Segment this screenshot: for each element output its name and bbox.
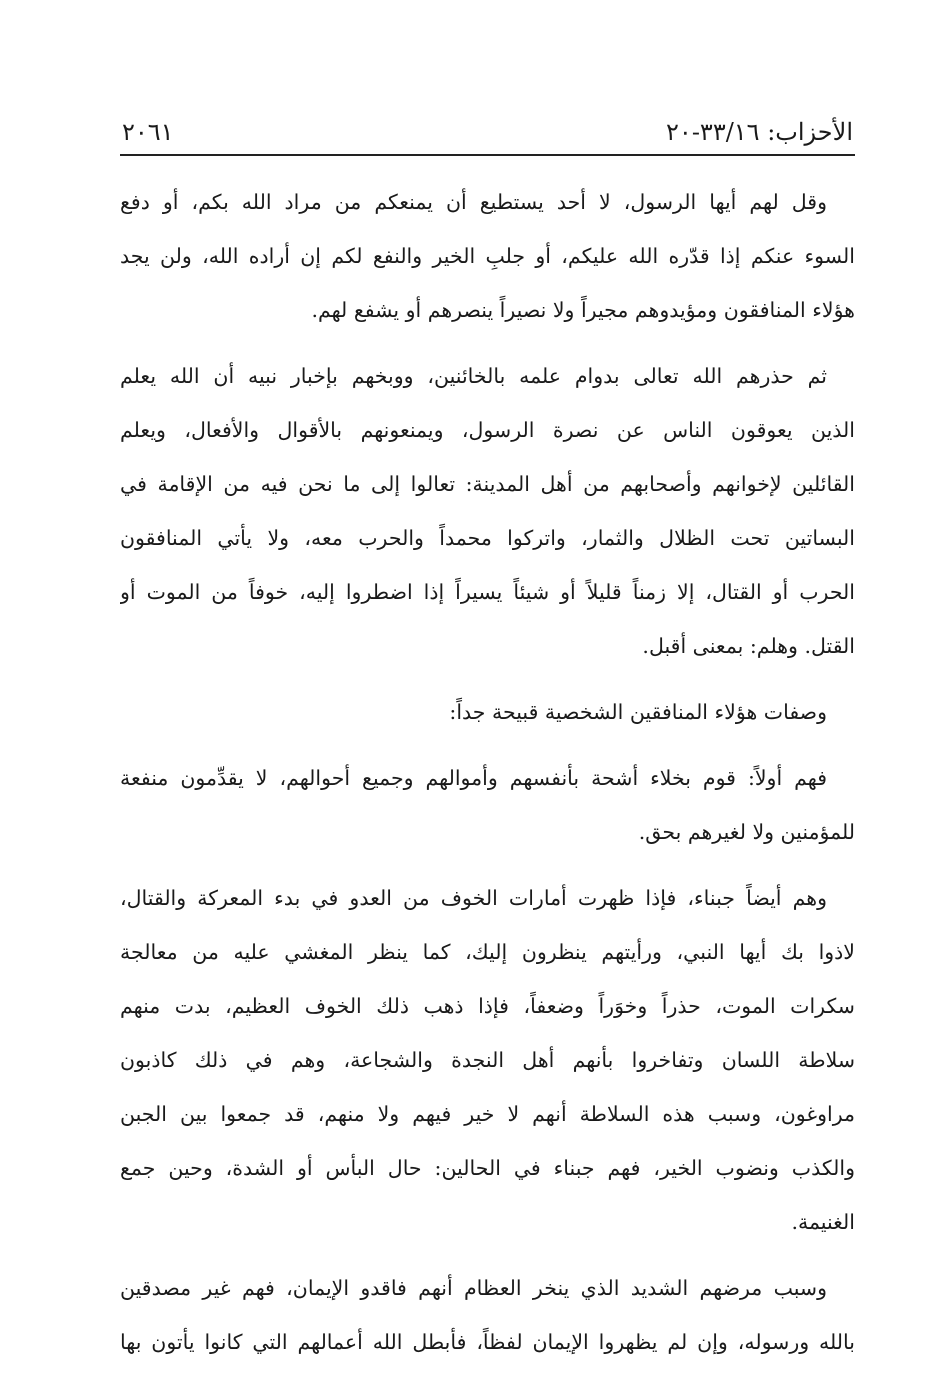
text-line: البساتين تحت الظلال والثمار، واتركوا محمداً والحرب معه، ولا يأتي المنافقون — [120, 526, 855, 550]
paragraph — [120, 175, 855, 337]
text-line: فهم أولاً: قوم بخلاء أشحة بأنفسهم وأموالهم وجميع أحوالهم، لا يقدِّمون منفعة — [120, 766, 827, 790]
text-line: وهم أيضاً جبناء، فإذا ظهرت أمارات الخوف من العدو في بدء المعركة والقتال، — [120, 886, 827, 910]
text-line: مراوغون، وسبب هذه السلاطة أنهم لا خير فيهم ولا منهم، قد جمعوا بين الجبن — [120, 1102, 855, 1126]
text-line: والكذب ونضوب الخير، فهم جبناء في الحالين: حال البأس أو الشدة، وحين جمع — [120, 1156, 855, 1180]
paragraph — [120, 685, 855, 739]
text-line: ثم حذرهم الله تعالى بدوام علمه بالخائنين، ووبخهم بإخبار نبيه أن الله يعلم — [120, 364, 827, 388]
text-line: وسبب مرضهم الشديد الذي ينخر العظام أنهم فاقدو الإيمان، فهم غير مصدقين — [120, 1276, 827, 1300]
text-line: السوء عنكم إذا قدّره الله عليكم، أو جلبِ الخير والنفع لكم إن أراده الله، ولن يجد — [120, 244, 855, 268]
text-line: وصفات هؤلاء المنافقين الشخصية قبيحة جداً: — [449, 700, 827, 724]
text-line: سكرات الموت، حذراً وخوَراً وضعفاً، فإذا ذهب ذلك الخوف العظيم، بدت منهم — [120, 994, 855, 1018]
text-line: للمؤمنين ولا لغيرهم بحق. — [638, 820, 855, 844]
text-line: الحرب أو القتال، إلا زمناً قليلاً أو شيئاً يسيراً إذا اضطروا إليه، خوفاً من الموت أو — [120, 580, 855, 604]
text-line: بالله ورسوله، وإن لم يظهروا الإيمان لفظاً، فأبطل الله أعمالهم التي كانوا يأتون بها — [120, 1330, 855, 1354]
running-title: الأحزاب: ٣٣/١٦-٢٠ — [666, 118, 853, 146]
text-line: وقل لهم أيها الرسول، لا أحد يستطيع أن يمنعكم من مراد الله بكم، أو دفع — [120, 190, 827, 214]
paragraph — [120, 751, 855, 859]
paragraph — [120, 871, 855, 1249]
text-line: سلاطة اللسان وتفاخروا بأنهم أهل النجدة والشجاعة، وهم في ذلك كاذبون — [120, 1048, 855, 1072]
text-line: لاذوا بك أيها النبي، ورأيتهم ينظرون إليك، كما ينظر المغشي عليه من معالجة — [120, 940, 855, 964]
text-line: القتل. وهلم: بمعنى أقبل. — [642, 634, 855, 658]
paragraph — [120, 349, 855, 673]
paragraph — [120, 1261, 855, 1369]
text-line: الذين يعوقون الناس عن نصرة الرسول، ويمنعونهم بالأقوال والأفعال، ويعلم — [120, 418, 855, 442]
page-body — [120, 175, 855, 1381]
page-number: ٢٠٦١ — [122, 118, 174, 146]
page-header — [120, 110, 855, 156]
text-line: هؤلاء المنافقون ومؤيدوهم مجيراً ولا نصيراً ينصرهم أو يشفع لهم. — [311, 298, 855, 322]
text-line: القائلين لإخوانهم وأصحابهم من أهل المدينة: تعالوا إلى ما نحن فيه من الإقامة في — [120, 472, 855, 496]
text-line: الغنيمة. — [791, 1210, 855, 1234]
